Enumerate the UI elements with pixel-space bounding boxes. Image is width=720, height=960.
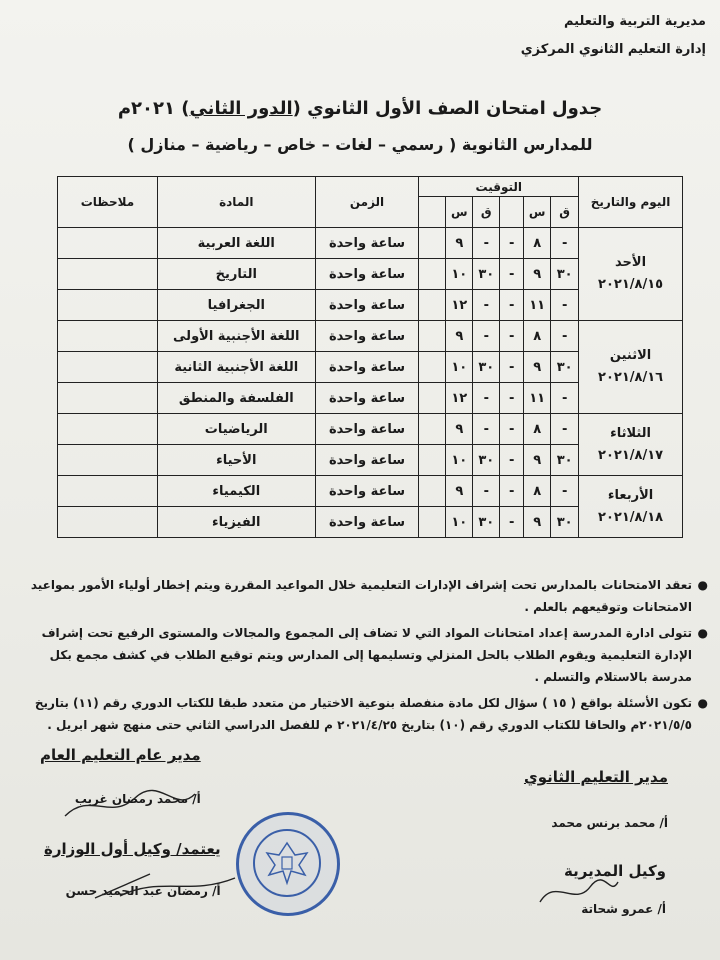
- subject-cell: اللغة الأجنبية الثانية: [157, 352, 315, 383]
- day-date-cell: [579, 476, 683, 538]
- header-blank: [419, 197, 446, 228]
- schedule-body: [58, 228, 683, 538]
- note-item: [30, 574, 710, 618]
- letterhead: [521, 8, 706, 64]
- minute-to-cell: ٣٠: [473, 352, 500, 383]
- separator-cell: -: [500, 383, 524, 414]
- minute-from-cell: -: [551, 321, 579, 352]
- blank-cell: [419, 321, 446, 352]
- hour-to-cell: ٩: [446, 414, 473, 445]
- minute-from-cell: ٣٠: [551, 259, 579, 290]
- title-part2: ) ٢٠٢١م: [117, 98, 190, 119]
- hour-from-cell: ٨: [524, 414, 551, 445]
- minute-from-cell: ٣٠: [551, 507, 579, 538]
- separator-cell: -: [500, 445, 524, 476]
- header-day-date: اليوم والتاريخ: [579, 177, 683, 228]
- blank-cell: [419, 352, 446, 383]
- table-row: [58, 414, 683, 445]
- notes-cell: [58, 259, 158, 290]
- hour-to-cell: ١٠: [446, 259, 473, 290]
- subject-cell: الكيمياء: [157, 476, 315, 507]
- minute-from-cell: ٣٠: [551, 352, 579, 383]
- subject-cell: الفيزياء: [157, 507, 315, 538]
- minute-to-cell: ٣٠: [473, 445, 500, 476]
- page-subtitle: للمدارس الثانوية ( رسمي – لغات – خاص – رياضية – منازل ): [127, 135, 593, 154]
- hour-to-cell: ٩: [446, 228, 473, 259]
- separator-cell: -: [500, 228, 524, 259]
- notes-list: [30, 574, 710, 740]
- table-row: [58, 228, 683, 259]
- approval-name: أ/ رمضان عبد الحميد حسن: [65, 884, 221, 898]
- hour-from-cell: ٨: [524, 476, 551, 507]
- hour-from-cell: ١١: [524, 383, 551, 414]
- hour-from-cell: ٩: [524, 445, 551, 476]
- duration-cell: ساعة واحدة: [315, 321, 419, 352]
- separator-cell: -: [500, 290, 524, 321]
- duration-cell: ساعة واحدة: [315, 445, 419, 476]
- gm-title: مدير عام التعليم العام: [40, 746, 201, 764]
- subject-cell: الجغرافيا: [157, 290, 315, 321]
- note-text: تعقد الامتحانات بالمدارس تحت إشراف الإدارات التعليمية خلال المواعيد المقررة ويتم إخطار أولياء الأمور بمواعيد الامتحانات وتوقيعهم بالعلم .: [30, 578, 692, 614]
- title-part1: جدول امتحان الصف الأول الثانوي (: [292, 98, 603, 119]
- notes-cell: [58, 228, 158, 259]
- deputy-title: وكيل المديرية: [564, 862, 666, 880]
- header-minute-from: ق: [551, 197, 579, 228]
- duration-cell: ساعة واحدة: [315, 414, 419, 445]
- table-row: [58, 476, 683, 507]
- minute-from-cell: -: [551, 476, 579, 507]
- blank-cell: [419, 414, 446, 445]
- minute-to-cell: ٣٠: [473, 507, 500, 538]
- day-name: الثلاثاء: [610, 425, 652, 441]
- deputy-name: أ/ عمرو شحاتة: [581, 902, 666, 916]
- approval-title: يعتمد/ وكيل أول الوزارة: [44, 840, 221, 858]
- bullet-icon: ●: [697, 696, 708, 710]
- minute-to-cell: -: [473, 290, 500, 321]
- subject-cell: التاريخ: [157, 259, 315, 290]
- notes-cell: [58, 290, 158, 321]
- signature-scribble: [530, 872, 620, 912]
- hour-to-cell: ١٠: [446, 445, 473, 476]
- separator-cell: -: [500, 259, 524, 290]
- header-duration: الزمن: [315, 177, 419, 228]
- duration-cell: ساعة واحدة: [315, 228, 419, 259]
- note-text: تكون الأسئلة بواقع ( ١٥ ) سؤال لكل مادة منفصلة بنوعية الاختيار من متعدد طبقا للكتاب الدوري رقم (١١) بتاريخ ٢٠٢١/٥/٥م والحاقا للكتاب الدوري رقم (١٠) بتاريخ ٢٠٢١/٤/٢٥ م للفصل الدراسي الثاني حتى منهج شهر ابريل .: [34, 696, 692, 732]
- duration-cell: ساعة واحدة: [315, 352, 419, 383]
- page-title: [0, 98, 720, 119]
- hour-from-cell: ٩: [524, 507, 551, 538]
- day-date-cell: [579, 414, 683, 476]
- day-date-cell: [579, 228, 683, 321]
- minute-to-cell: -: [473, 383, 500, 414]
- exam-date: ٢٠٢١/٨/١٦: [598, 370, 664, 385]
- minute-to-cell: -: [473, 321, 500, 352]
- bullet-icon: ●: [697, 626, 708, 640]
- minute-from-cell: ٣٠: [551, 445, 579, 476]
- header-separator: [500, 197, 524, 228]
- day-name: الأربعاء: [607, 487, 654, 503]
- hour-to-cell: ١٢: [446, 290, 473, 321]
- blank-cell: [419, 445, 446, 476]
- blank-cell: [419, 259, 446, 290]
- directorate-name: مديرية التربية والتعليم: [563, 14, 706, 29]
- official-seal: [236, 812, 340, 916]
- duration-cell: ساعة واحدة: [315, 507, 419, 538]
- hour-from-cell: ٨: [524, 228, 551, 259]
- blank-cell: [419, 507, 446, 538]
- separator-cell: -: [500, 352, 524, 383]
- gm-name: أ/ محمد رمضان غريب: [74, 792, 201, 806]
- hour-from-cell: ١١: [524, 290, 551, 321]
- notes-cell: [58, 352, 158, 383]
- separator-cell: -: [500, 321, 524, 352]
- notes-cell: [58, 414, 158, 445]
- notes-cell: [58, 476, 158, 507]
- subject-cell: اللغة العربية: [157, 228, 315, 259]
- sec-name: أ/ محمد برنس محمد: [551, 816, 668, 830]
- duration-cell: ساعة واحدة: [315, 476, 419, 507]
- exam-date: ٢٠٢١/٨/١٧: [598, 447, 664, 463]
- exam-date: ٢٠٢١/٨/١٥: [598, 277, 664, 292]
- notes-cell: [58, 445, 158, 476]
- header-notes: ملاحظات: [58, 177, 158, 228]
- separator-cell: -: [500, 507, 524, 538]
- note-item: [30, 622, 710, 688]
- hour-to-cell: ١٢: [446, 383, 473, 414]
- hour-from-cell: ٩: [524, 259, 551, 290]
- notes-cell: [58, 507, 158, 538]
- subject-cell: اللغة الأجنبية الأولى: [157, 321, 315, 352]
- separator-cell: -: [500, 414, 524, 445]
- blank-cell: [419, 228, 446, 259]
- note-text: تتولى ادارة المدرسة إعداد امتحانات المواد التي لا تضاف إلى المجموع والمجالات والمستوى الرفيع تحت إشراف الإدارة التعليمية ويقوم الطلاب بالحل المنزلي وتسليمها إلى المدارس ويتم توقيع الطلاب في كشف مجمع بكل مدرسة بالاستلام والتسلم .: [41, 626, 692, 684]
- subject-cell: الفلسفة والمنطق: [157, 383, 315, 414]
- minute-to-cell: -: [473, 414, 500, 445]
- notes-cell: [58, 321, 158, 352]
- header-hour-to: س: [446, 197, 473, 228]
- table-row: [58, 321, 683, 352]
- minute-to-cell: ٣٠: [473, 259, 500, 290]
- notes-cell: [58, 383, 158, 414]
- minute-from-cell: -: [551, 228, 579, 259]
- hour-from-cell: ٨: [524, 321, 551, 352]
- hour-to-cell: ٩: [446, 321, 473, 352]
- hour-to-cell: ٩: [446, 476, 473, 507]
- duration-cell: ساعة واحدة: [315, 259, 419, 290]
- header-hour-from: س: [524, 197, 551, 228]
- day-name: الأحد: [615, 255, 647, 270]
- hour-to-cell: ١٠: [446, 352, 473, 383]
- minute-from-cell: -: [551, 383, 579, 414]
- minute-to-cell: -: [473, 228, 500, 259]
- signature-scribble: [90, 866, 240, 906]
- department-name: إدارة التعليم الثانوي المركزي: [520, 42, 706, 57]
- duration-cell: ساعة واحدة: [315, 383, 419, 414]
- minute-to-cell: -: [473, 476, 500, 507]
- signature-scribble: [60, 786, 200, 826]
- header-timing: التوقيت: [419, 177, 579, 197]
- eagle-icon: [255, 831, 319, 895]
- hour-from-cell: ٩: [524, 352, 551, 383]
- day-name: الاثنين: [609, 348, 652, 363]
- minute-from-cell: -: [551, 414, 579, 445]
- subject-cell: الأحياء: [157, 445, 315, 476]
- blank-cell: [419, 290, 446, 321]
- signature-secondary-director: [524, 768, 668, 830]
- exam-date: ٢٠٢١/٨/١٨: [598, 509, 664, 525]
- title-round: الدور الثاني: [189, 98, 293, 119]
- blank-cell: [419, 476, 446, 507]
- sec-title: مدير التعليم الثانوي: [523, 768, 668, 786]
- duration-cell: ساعة واحدة: [315, 290, 419, 321]
- bullet-icon: ●: [697, 578, 708, 592]
- header-minute-to: ق: [473, 197, 500, 228]
- seal-eagle-emblem: [253, 829, 321, 897]
- day-date-cell: [579, 321, 683, 414]
- separator-cell: -: [500, 476, 524, 507]
- exam-schedule-table: [57, 176, 683, 538]
- note-item: [30, 692, 710, 736]
- hour-to-cell: ١٠: [446, 507, 473, 538]
- subject-cell: الرياضيات: [157, 414, 315, 445]
- header-subject: المادة: [157, 177, 315, 228]
- blank-cell: [419, 383, 446, 414]
- minute-from-cell: -: [551, 290, 579, 321]
